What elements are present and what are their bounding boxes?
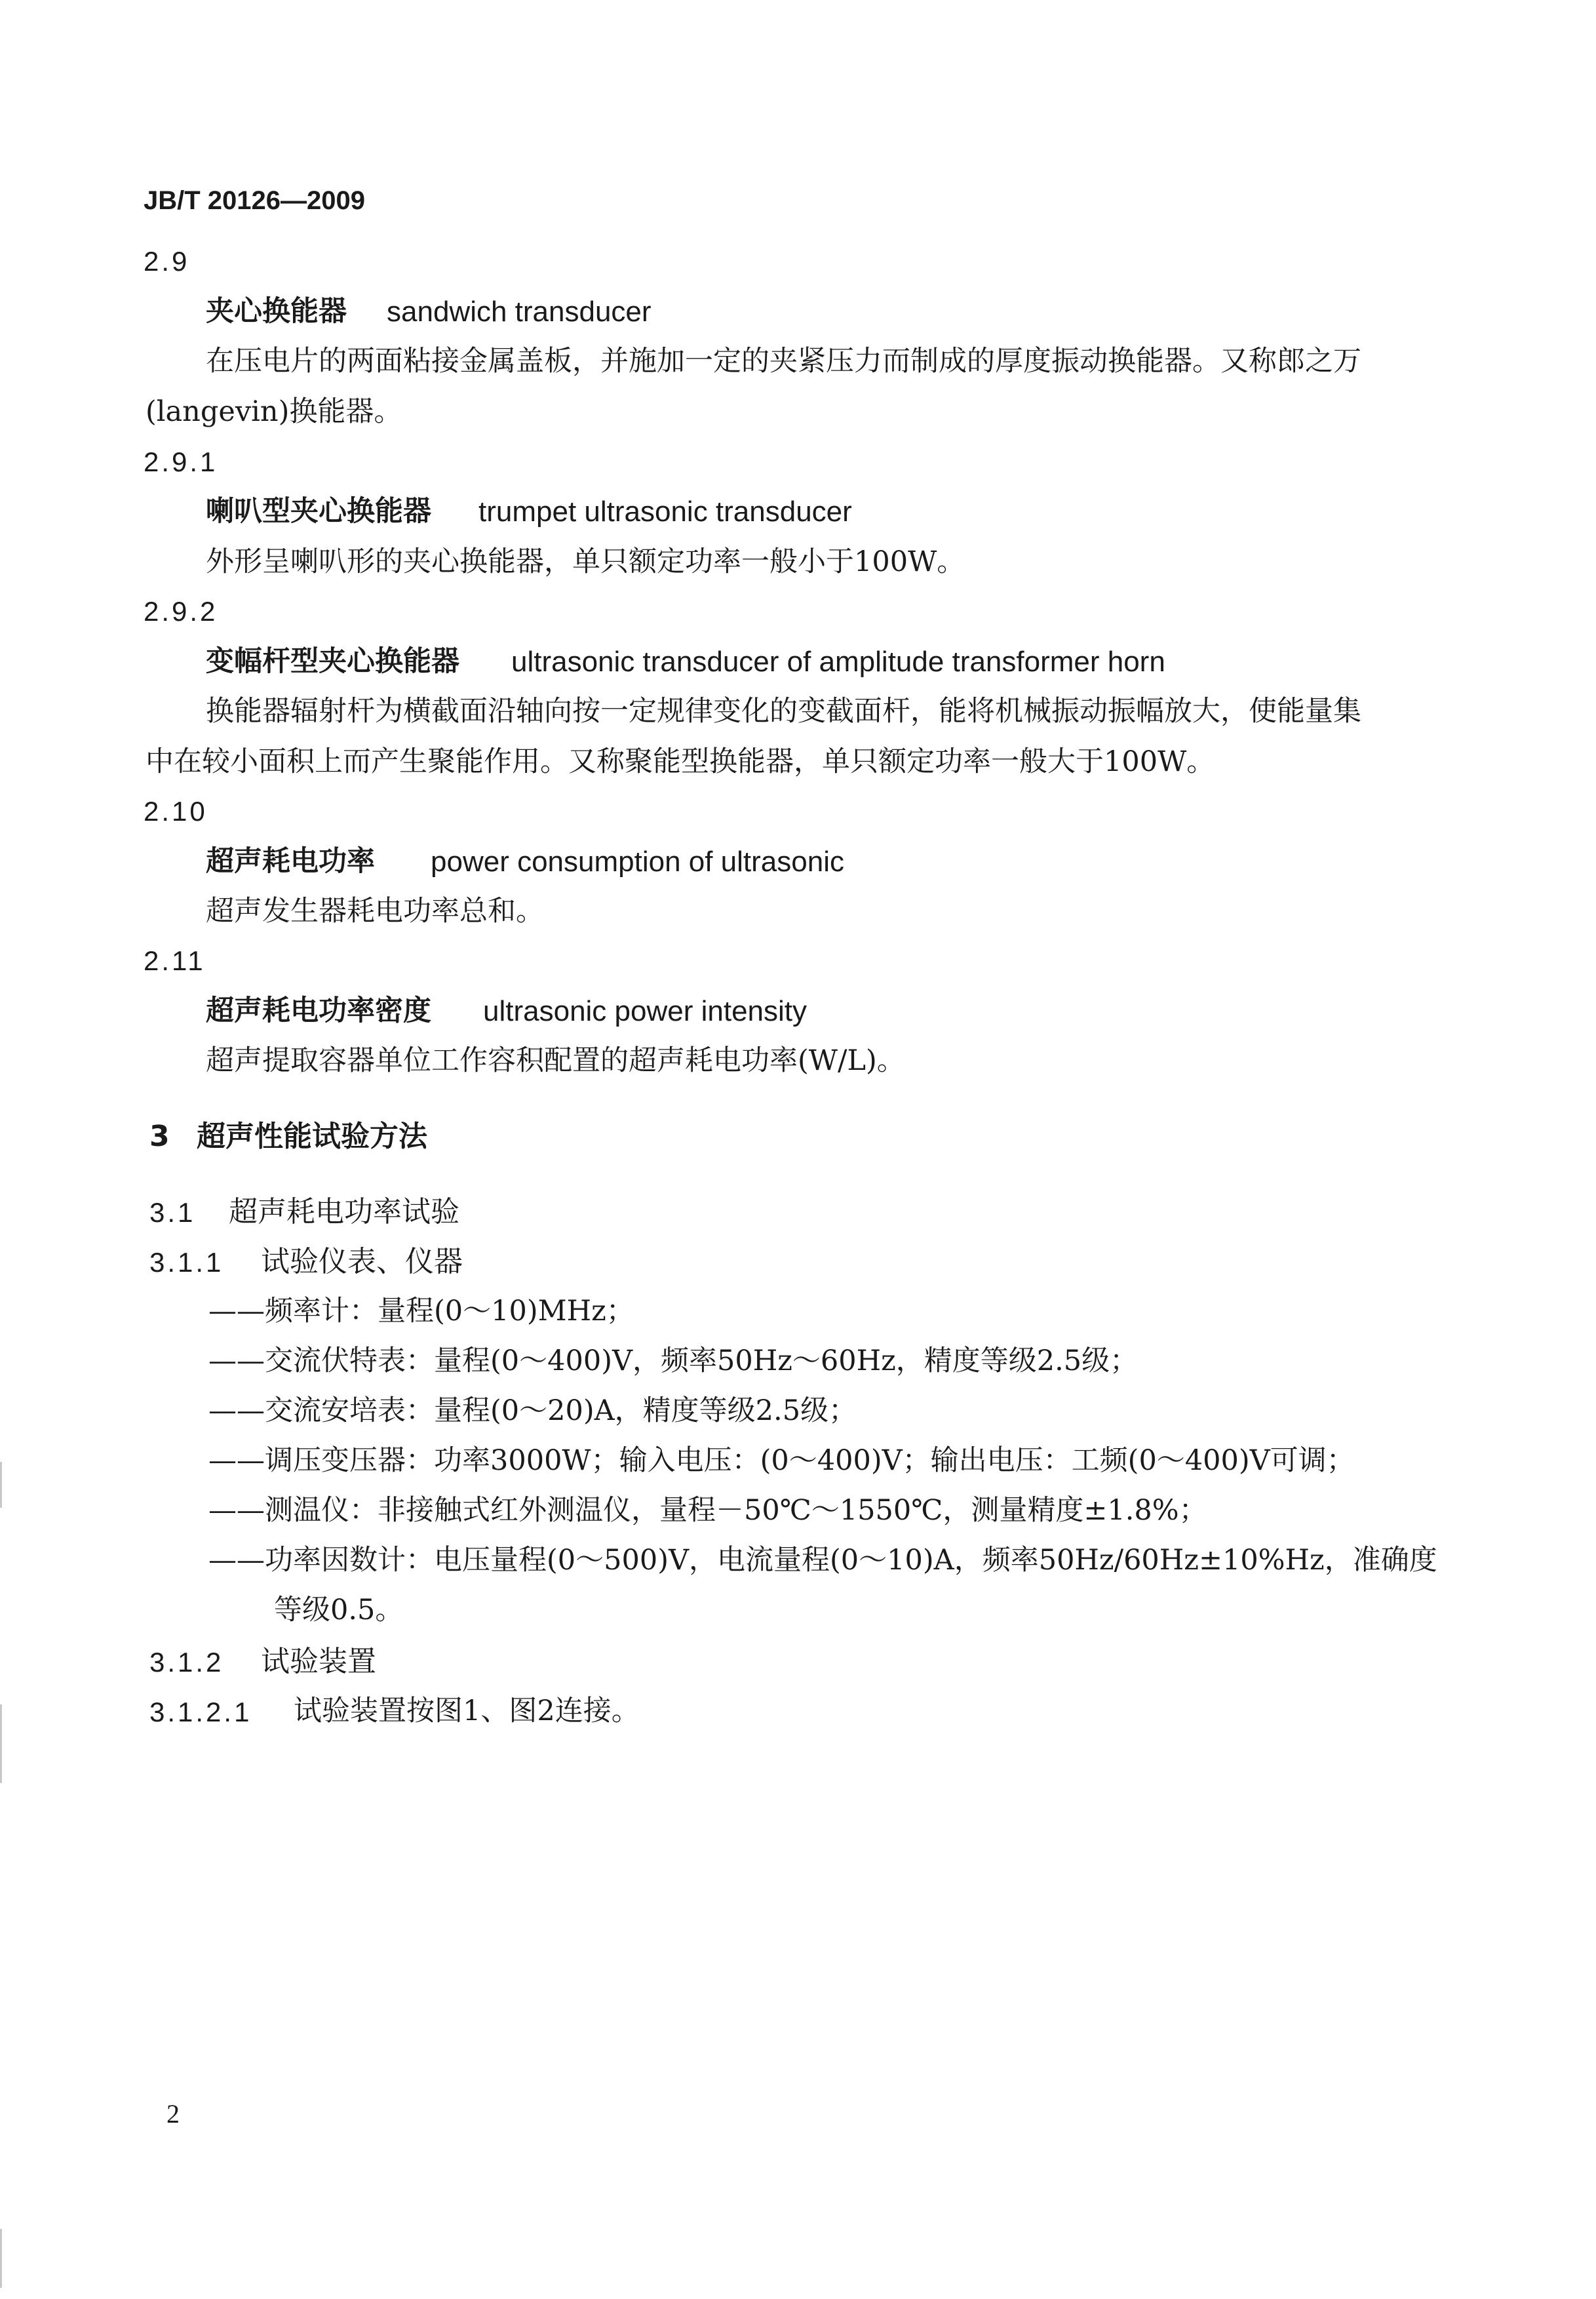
clause-number: 2.9 [144,246,190,277]
term-chinese: 夹心换能器 [206,295,347,328]
term-chinese: 超声耗电功率密度 [206,994,431,1027]
clause-text: 试验装置按图1、图2连接。 [294,1695,640,1727]
term-definition: 外形呈喇叭形的夹心换能器，单只额定功率一般小于100W。 [206,545,965,578]
clause-title: 超声耗电功率试验 [229,1195,459,1228]
term-definition: 超声发生器耗电功率总和。 [206,895,544,928]
term-chinese: 超声耗电功率 [206,845,375,878]
term-english: ultrasonic transducer of amplitude transformer horn [511,646,1165,678]
clause-number: 3.1.2.1 [149,1697,252,1727]
clause-number: 3.1.1 [149,1247,224,1278]
clause-title: 试验仪表、仪器 [261,1245,463,1278]
section-number: 3 [149,1120,170,1153]
instrument-list-item: ——交流伏特表：量程(0～400)V，频率50Hz～60Hz，精度等级2.5级； [208,1345,1139,1377]
term-chinese: 喇叭型夹心换能器 [206,495,431,528]
term-english: sandwich transducer [387,296,652,328]
scan-edge-mark [0,2229,2,2288]
term-definition: 中在较小面积上而产生聚能作用。又称聚能型换能器，单只额定功率一般大于100W。 [146,745,1215,778]
term-definition: 换能器辐射杆为横截面沿轴向按一定规律变化的变截面杆，能将机械振动振幅放大，使能量集 [206,695,1361,728]
scan-edge-mark [0,1704,2,1783]
term-english: power consumption of ultrasonic [431,846,844,878]
term-english: trumpet ultrasonic transducer [478,496,852,528]
instrument-list-item: ——交流安培表：量程(0～20)A，精度等级2.5级； [208,1394,857,1427]
term-english: ultrasonic power intensity [483,995,808,1027]
term-chinese: 变幅杆型夹心换能器 [206,645,459,678]
clause-number: 2.11 [144,945,206,976]
clause-number: 3.1 [149,1197,196,1228]
term-definition: (langevin)换能器。 [146,395,402,428]
instrument-list-item: ——频率计：量程(0～10)MHz； [208,1295,634,1327]
standard-number-header: JB/T 20126—2009 [144,186,366,215]
instrument-list-continuation: 等级0.5。 [274,1594,404,1626]
clause-number: 2.10 [144,796,208,827]
term-definition: 在压电片的两面粘接金属盖板，并施加一定的夹紧压力而制成的厚度振动换能器。又称郎之万 [206,345,1361,378]
instrument-list-item: ——调压变压器：功率3000W；输入电压：(0～400)V；输出电压：工频(0～400)V可调； [208,1444,1355,1477]
section-title: 超声性能试验方法 [197,1120,427,1153]
clause-number: 2.9.1 [144,446,218,477]
instrument-list-item: ——测温仪：非接触式红外测温仪，量程－50℃～1550℃，测量精度±1.8%； [208,1494,1207,1527]
clause-number: 2.9.2 [144,596,218,627]
clause-number: 3.1.2 [149,1647,224,1678]
term-definition: 超声提取容器单位工作容积配置的超声耗电功率(W/L)。 [206,1044,905,1077]
page-number: 2 [166,2099,180,2129]
clause-title: 试验装置 [261,1645,376,1678]
instrument-list-item: ——功率因数计：电压量程(0～500)V，电流量程(0～10)A，频率50Hz/60Hz±10%Hz，准确度 [208,1544,1437,1577]
scan-edge-mark [0,1462,2,1508]
